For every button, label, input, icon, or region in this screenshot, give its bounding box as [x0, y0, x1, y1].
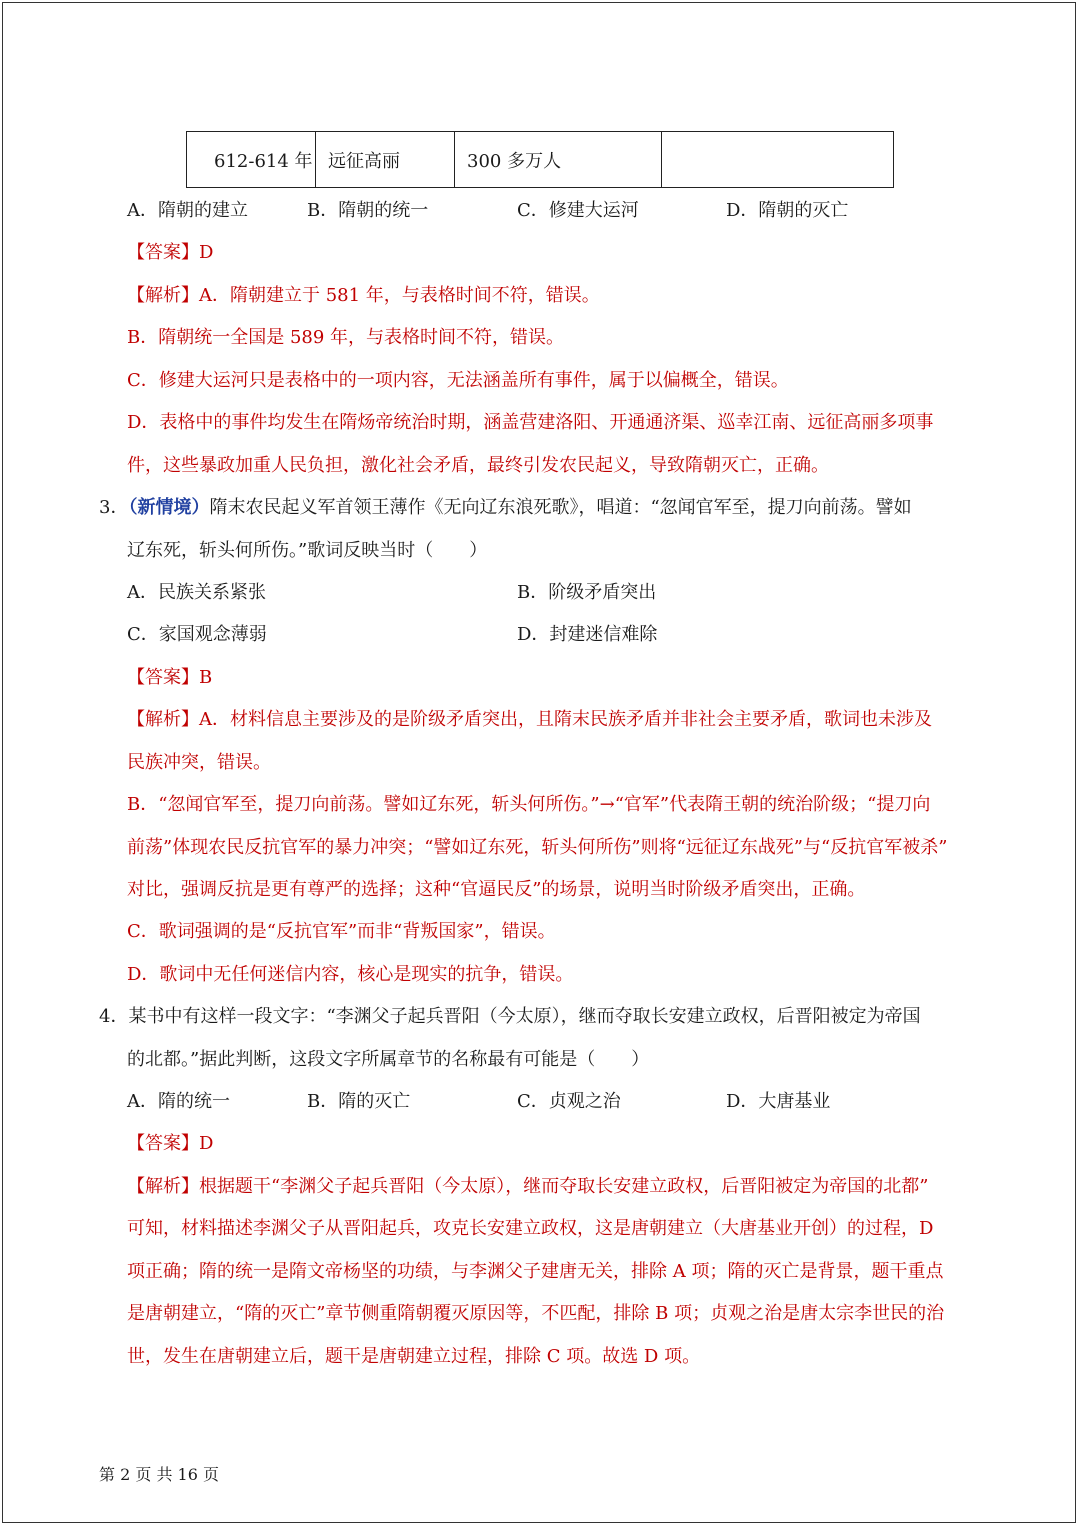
q2-analysis-line: 件，这些暴政加重人民负担，激化社会矛盾，最终引发农民起义，导致隋朝灭亡，正确。 [127, 455, 829, 476]
q2-option-d: D．隋朝的灭亡 [726, 200, 849, 221]
q3-answer: 【答案】B [127, 667, 213, 688]
q2-analysis-line: D．表格中的事件均发生在隋炀帝统治时期，涵盖营建洛阳、开通通济渠、巡幸江南、远征高丽多项事 [127, 412, 934, 433]
q4-stem-text: 某书中有这样一段文字：“李渊父子起兵晋阳（今太原），继而夺取长安建立政权，后晋阳被定为帝国 [128, 1006, 921, 1027]
q4-option-d: D．大唐基业 [726, 1091, 831, 1112]
q2-analysis-line: 【解析】A．隋朝建立于 581 年，与表格时间不符，错误。 [127, 285, 600, 306]
q4-analysis-line: 世，发生在唐朝建立后，题干是唐朝建立过程，排除 C 项。故选 D 项。 [127, 1346, 701, 1367]
q3-analysis-line: B．“忽闻官军至，提刀向前荡。譬如辽东死，斩头何所伤。”→“官军”代表隋王朝的统治阶级；“提刀向 [127, 794, 931, 815]
q3-stem [99, 495, 912, 521]
events-table [186, 131, 894, 188]
q3-option-a: A．民族关系紧张 [127, 582, 266, 603]
q3-stem-text: 隋末农民起义军首领王薄作《无向辽东浪死歌》，唱道：“忽闻官军至，提刀向前荡。譬如 [209, 497, 912, 518]
q3-analysis-line: 【解析】A．材料信息主要涉及的是阶级矛盾突出，且隋末民族矛盾并非社会主要矛盾，歌词也未涉及 [127, 709, 932, 730]
q3-analysis-line: C．歌词强调的是“反抗官军”而非“背叛国家”，错误。 [127, 921, 556, 942]
q3-analysis-line: 对比，强调反抗是更有尊严的选择；这种“官逼民反”的场景，说明当时阶级矛盾突出，正确。 [127, 879, 866, 900]
q2-analysis-line: C．修建大运河只是表格中的一项内容，无法涵盖所有事件，属于以偏概全，错误。 [127, 370, 789, 391]
table-cell-empty [662, 132, 894, 188]
q3-analysis-line: D．歌词中无任何迷信内容，核心是现实的抗争，错误。 [127, 964, 574, 985]
q3-analysis-line: 前荡”体现农民反抗官军的暴力冲突；“譬如辽东死，斩头何所伤”则将“远征辽东战死”与“反抗官军被杀” [127, 837, 948, 858]
table-cell-people: 300 多万人 [455, 132, 662, 188]
q4-analysis-line: 【解析】根据题干“李渊父子起兵晋阳（今太原），继而夺取长安建立政权，后晋阳被定为帝国的北都” [127, 1176, 929, 1197]
q4-option-b: B．隋的灭亡 [307, 1091, 411, 1112]
q4-answer: 【答案】D [127, 1133, 214, 1154]
q4-option-c: C．贞观之治 [517, 1091, 621, 1112]
table-cell-event: 远征高丽 [316, 132, 455, 188]
q2-option-c: C．修建大运河 [517, 200, 639, 221]
q3-tag: （新情境） [128, 497, 210, 518]
q4-stem [99, 1004, 921, 1030]
q3-analysis-line: 民族冲突，错误。 [127, 752, 271, 773]
table-row [187, 132, 894, 188]
q2-answer: 【答案】D [127, 242, 214, 263]
q4-option-a: A．隋的统一 [127, 1091, 230, 1112]
q4-analysis-line: 是唐朝建立，“隋的灭亡”章节侧重隋朝覆灭原因等，不匹配，排除 B 项；贞观之治是唐太宗李世民的治 [127, 1303, 945, 1324]
q4-analysis-line: 可知，材料描述李渊父子从晋阳起兵，攻克长安建立政权，这是唐朝建立（大唐基业开创）的过程，D [127, 1218, 934, 1239]
table-cell-year: 612-614 年 [187, 132, 316, 188]
q3-number: 3． [99, 497, 129, 518]
q2-option-a: A．隋朝的建立 [127, 200, 248, 221]
q3-option-d: D．封建迷信难除 [517, 624, 658, 645]
q4-analysis-line: 项正确；隋的统一是隋文帝杨坚的功绩，与李渊父子建唐无关，排除 A 项；隋的灭亡是背景，题干重点 [127, 1261, 944, 1282]
q3-stem-line2: 辽东死，斩头何所伤。”歌词反映当时（ ） [127, 540, 488, 561]
q3-option-c: C．家国观念薄弱 [127, 624, 267, 645]
q2-analysis-line: B．隋朝统一全国是 589 年，与表格时间不符，错误。 [127, 327, 565, 348]
q2-option-b: B．隋朝的统一 [307, 200, 429, 221]
page-footer: 第 2 页 共 16 页 [99, 1465, 219, 1484]
q4-number: 4． [99, 1006, 129, 1027]
q4-stem-line2: 的北都。”据此判断，这段文字所属章节的名称最有可能是（ ） [127, 1049, 650, 1070]
q3-option-b: B．阶级矛盾突出 [517, 582, 657, 603]
